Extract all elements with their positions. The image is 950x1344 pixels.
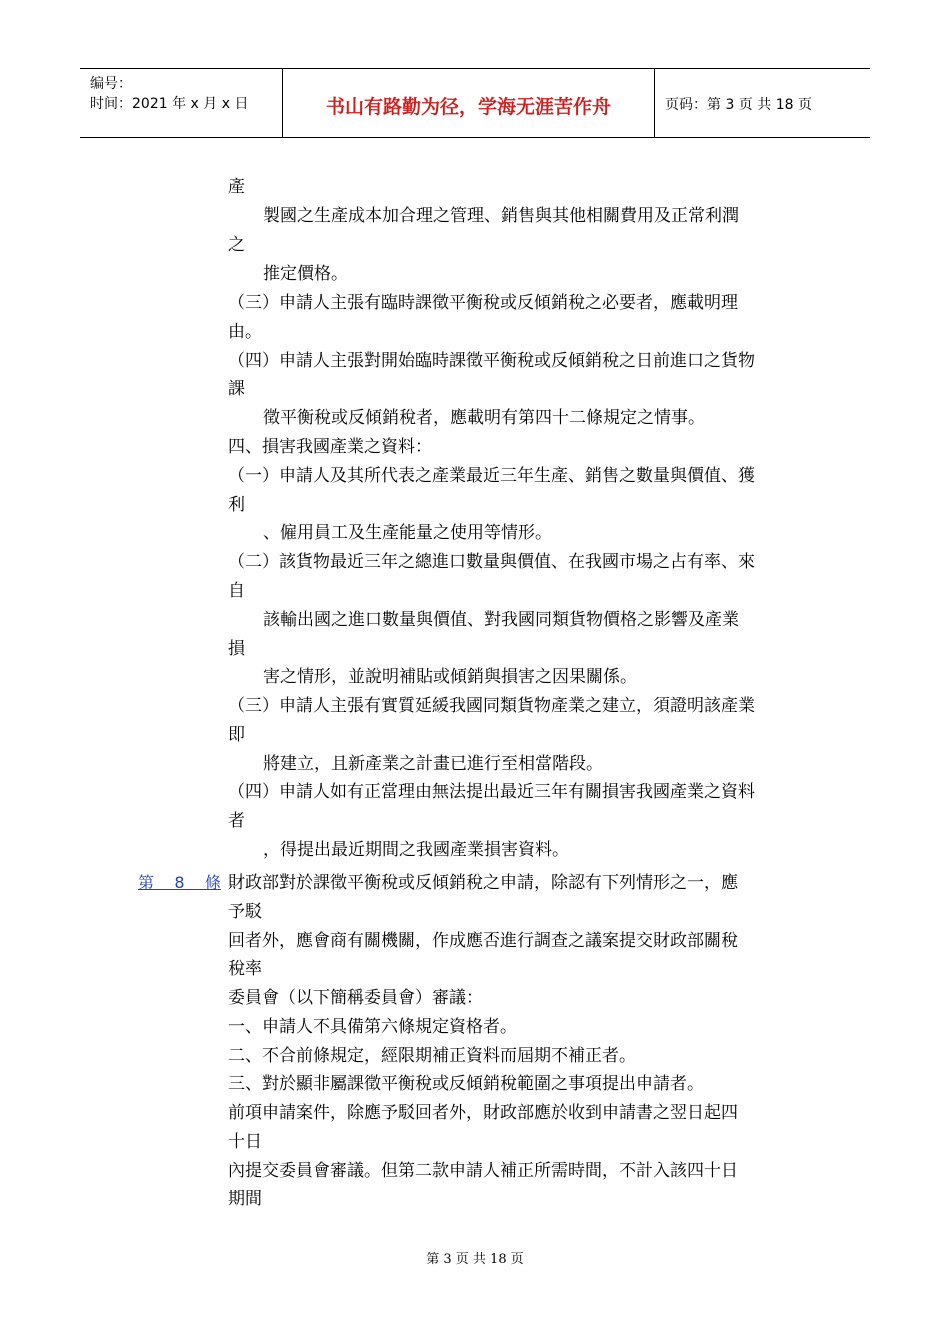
article-8-link[interactable]: 第 8 條 (138, 873, 221, 892)
text-line: ，得提出最近期間之我國產業損害資料。 (263, 840, 569, 860)
text-line: 回者外，應會商有關機關，作成應否進行調查之議案提交財政部關稅 (228, 931, 738, 951)
text-line: 、僱用員工及生產能量之使用等情形。 (263, 523, 552, 543)
text-line: 損 (228, 639, 245, 659)
text-line: 即 (228, 725, 245, 745)
text-line: （四）申請人如有正當理由無法提出最近三年有關損害我國產業之資料 (228, 782, 755, 802)
text-line: 稅率 (228, 959, 262, 979)
document-time-label: 时间：2021 年 x 月 x 日 (90, 96, 249, 112)
page-header (80, 68, 870, 138)
text-line: 該輸出國之進口數量與價值、對我國同類貨物價格之影響及產業 (263, 610, 739, 630)
text-line: （三）申請人主張有實質延緩我國同類貨物產業之建立，須證明該產業 (228, 696, 755, 716)
text-line: 將建立，且新產業之計畫已進行至相當階段。 (263, 754, 603, 774)
text-line: 財政部對於課徵平衡稅或反傾銷稅之申請，除認有下列情形之一，應 (228, 873, 738, 893)
text-line: 四、損害我國產業之資料： (228, 437, 432, 457)
text-line: 內提交委員會審議。但第二款申請人補正所需時間，不計入該四十日 (228, 1161, 738, 1181)
text-line: 製國之生產成本加合理之管理、銷售與其他相關費用及正常利潤 (263, 206, 739, 226)
text-line: 三、對於顯非屬課徵平衡稅或反傾銷稅範圍之事項提出申請者。 (228, 1074, 704, 1094)
text-line: （一）申請人及其所代表之產業最近三年生產、銷售之數量與價值、獲 (228, 466, 755, 486)
text-line: （二）該貨物最近三年之總進口數量與價值、在我國市場之占有率、來 (228, 552, 755, 572)
text-line: 害之情形，並說明補貼或傾銷與損害之因果關係。 (263, 667, 637, 687)
text-line: 者 (228, 811, 245, 831)
text-line: 二、不合前條規定，經限期補正資料而屆期不補正者。 (228, 1046, 636, 1066)
header-motto-cell (283, 69, 655, 137)
text-line: 徵平衡稅或反傾銷稅者，應載明有第四十二條規定之情事。 (263, 408, 705, 428)
text-line: 予駁 (228, 902, 262, 922)
text-line: 產 (228, 177, 245, 197)
text-line: 一、申請人不具備第六條規定資格者。 (228, 1017, 517, 1037)
header-motto: 书山有路勤为径，学海无涯苦作舟 (325, 96, 611, 118)
text-line: 課 (228, 379, 245, 399)
header-info-cell (80, 69, 283, 137)
text-line: 十日 (228, 1132, 262, 1152)
text-line: 利 (228, 495, 245, 515)
text-line: 之 (228, 235, 245, 255)
text-line: 期間 (228, 1189, 262, 1209)
text-line: 委員會（以下簡稱委員會）審議： (228, 988, 483, 1008)
text-line: 前項申請案件，除應予駁回者外，財政部應於收到申請書之翌日起四 (228, 1103, 738, 1123)
text-line: （四）申請人主張對開始臨時課徵平衡稅或反傾銷稅之日前進口之貨物 (228, 351, 755, 371)
header-page-cell (655, 69, 870, 137)
text-line: 推定價格。 (263, 264, 348, 284)
document-number-label: 编号： (90, 76, 132, 92)
page-footer: 第 3 页 共 18 页 (426, 1252, 524, 1267)
text-line: （三）申請人主張有臨時課徵平衡稅或反傾銷稅之必要者，應載明理 (228, 293, 738, 313)
header-page-label: 页码：第 3 页 共 18 页 (665, 97, 812, 113)
text-line: 自 (228, 581, 245, 601)
text-line: 由。 (228, 322, 262, 342)
